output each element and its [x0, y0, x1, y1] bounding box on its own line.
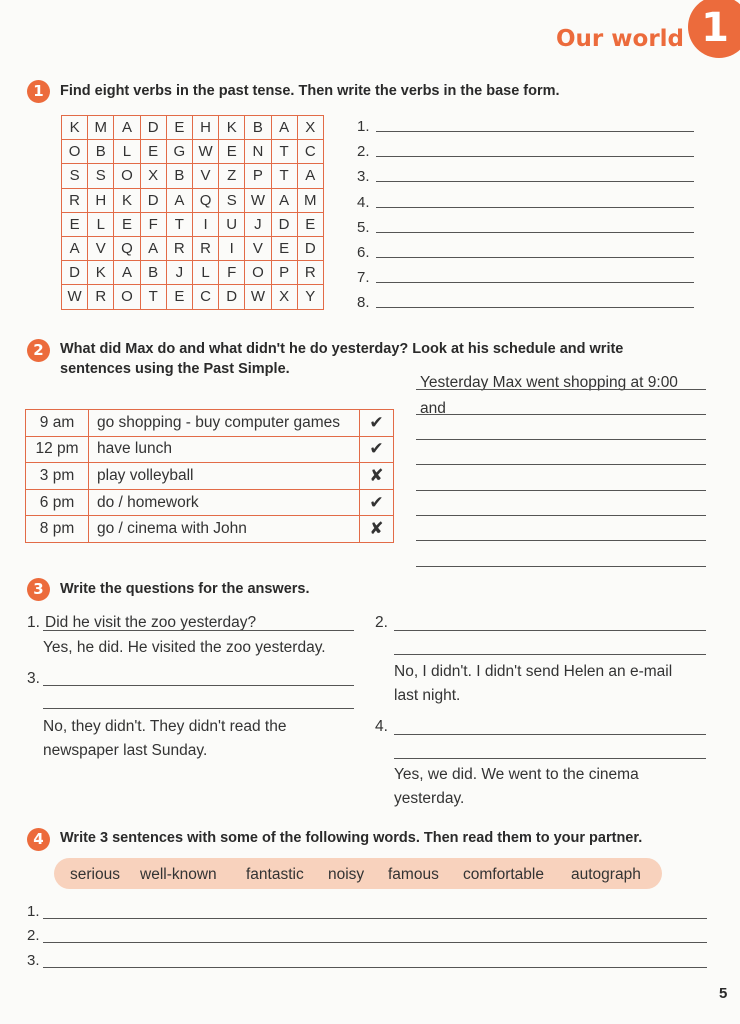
word-search-cell[interactable]: E	[297, 212, 323, 236]
word-search-cell[interactable]: Z	[219, 164, 245, 188]
question-2-number: 2.	[375, 614, 388, 631]
word-search-cell[interactable]: T	[140, 285, 166, 309]
word-search-cell[interactable]: L	[88, 212, 114, 236]
word-search-cell[interactable]: T	[271, 140, 297, 164]
schedule-activity: have lunch	[89, 436, 360, 463]
schedule-row	[26, 436, 394, 463]
word-search-cell[interactable]: E	[114, 212, 140, 236]
schedule-time: 9 am	[26, 410, 89, 437]
word-search-cell[interactable]: W	[245, 285, 271, 309]
word-search-cell[interactable]: X	[297, 116, 323, 140]
word-bank-word: fantastic	[246, 866, 304, 883]
word-search-cell[interactable]: R	[62, 188, 88, 212]
word-search-cell[interactable]: D	[297, 236, 323, 260]
word-bank-word: famous	[388, 866, 439, 883]
answer-number-label: 6.	[357, 244, 370, 261]
word-search-cell[interactable]: K	[114, 188, 140, 212]
schedule-activity: go / cinema with John	[89, 516, 360, 543]
answer-1-text: Yes, he did. He visited the zoo yesterday.	[43, 639, 326, 656]
unit-title: Our world	[556, 26, 685, 52]
word-search-cell[interactable]: Q	[114, 236, 140, 260]
sentence-number-label: 3.	[27, 952, 40, 969]
word-search-cell[interactable]: P	[245, 164, 271, 188]
exercise-4-instruction: Write 3 sentences with some of the following words. Then read them to your partner.	[60, 830, 643, 846]
answer-number-label: 7.	[357, 269, 370, 287]
answer-number-label: 4.	[357, 193, 370, 211]
word-search-cell[interactable]: X	[271, 285, 297, 309]
word-search-cell[interactable]: E	[140, 140, 166, 164]
word-search-row	[62, 116, 324, 140]
word-search-cell[interactable]: B	[166, 164, 192, 188]
word-search-cell[interactable]: S	[62, 164, 88, 188]
word-search-cell[interactable]: K	[88, 261, 114, 285]
word-search-cell[interactable]: S	[219, 188, 245, 212]
word-search-row	[62, 140, 324, 164]
word-search-cell[interactable]: A	[114, 116, 140, 140]
word-search-cell[interactable]: D	[271, 212, 297, 236]
word-search-cell[interactable]: G	[166, 140, 192, 164]
word-search-cell[interactable]: O	[62, 140, 88, 164]
word-search-cell[interactable]: L	[192, 261, 218, 285]
answer-number-label: 8.	[357, 294, 370, 312]
word-bank-word: noisy	[328, 866, 365, 883]
answer-number-label: 2.	[357, 143, 370, 161]
exercise-1-number: 1	[27, 80, 50, 103]
schedule-sentence-line[interactable]	[416, 439, 706, 440]
schedule-mark: ✔	[360, 410, 394, 437]
word-search-cell[interactable]: A	[166, 188, 192, 212]
word-search-cell[interactable]: E	[62, 212, 88, 236]
word-search-cell[interactable]: B	[140, 261, 166, 285]
schedule-activity: do / homework	[89, 489, 360, 516]
answer-write-line[interactable]	[376, 131, 694, 132]
word-search-cell[interactable]: D	[219, 285, 245, 309]
word-search-row	[62, 236, 324, 260]
word-search-cell[interactable]: H	[192, 116, 218, 140]
answer-write-line[interactable]	[376, 282, 694, 283]
answer-write-line[interactable]	[376, 181, 694, 182]
page-number: 5	[719, 985, 728, 1002]
word-search-cell[interactable]: X	[140, 164, 166, 188]
word-search-cell[interactable]: P	[271, 261, 297, 285]
word-search-cell[interactable]: R	[88, 285, 114, 309]
unit-number-badge: 1	[688, 0, 740, 58]
word-search-cell[interactable]: Y	[297, 285, 323, 309]
schedule-sentence-line[interactable]	[416, 540, 706, 541]
word-search-cell[interactable]: J	[245, 212, 271, 236]
question-1-line[interactable]	[43, 630, 354, 631]
question-4-line-b[interactable]	[394, 758, 706, 759]
word-bank-word: autograph	[571, 866, 641, 883]
answer-3-line1: No, they didn't. They didn't read the	[43, 718, 287, 735]
answer-write-line[interactable]	[376, 207, 694, 208]
word-search-row	[62, 261, 324, 285]
word-search-cell[interactable]: R	[166, 236, 192, 260]
answer-write-line[interactable]	[376, 257, 694, 258]
answer-2-line2: last night.	[394, 687, 461, 704]
word-search-cell[interactable]: A	[271, 116, 297, 140]
schedule-row	[26, 410, 394, 437]
word-search-cell[interactable]: W	[62, 285, 88, 309]
answer-4-line1: Yes, we did. We went to the cinema	[394, 766, 639, 783]
exercise-2-instruction-line2: sentences using the Past Simple.	[60, 361, 290, 377]
word-search-cell[interactable]: E	[271, 236, 297, 260]
schedule-time: 3 pm	[26, 463, 89, 490]
question-2-line-b[interactable]	[394, 654, 706, 655]
answer-number-label: 1.	[357, 118, 370, 135]
sentence-write-line[interactable]	[43, 918, 707, 919]
answer-4-line2: yesterday.	[394, 790, 465, 807]
schedule-sentence-line[interactable]	[416, 414, 706, 415]
schedule-activity: go shopping - buy computer games	[89, 410, 360, 437]
word-search-cell[interactable]: R	[192, 236, 218, 260]
word-search-cell[interactable]: E	[219, 140, 245, 164]
word-search-cell[interactable]: V	[88, 236, 114, 260]
question-1-example: Did he visit the zoo yesterday?	[45, 614, 257, 631]
answer-write-line[interactable]	[376, 232, 694, 233]
answer-number-label: 3.	[357, 168, 370, 186]
word-search-cell[interactable]: D	[140, 116, 166, 140]
word-search-cell[interactable]: K	[219, 116, 245, 140]
question-3-line-a[interactable]	[43, 685, 354, 686]
schedule-row	[26, 489, 394, 516]
sentence-write-line[interactable]	[43, 967, 707, 968]
word-search-cell[interactable]: M	[297, 188, 323, 212]
word-search-cell[interactable]: J	[166, 261, 192, 285]
word-search-cell[interactable]: T	[166, 212, 192, 236]
schedule-row	[26, 463, 394, 490]
word-search-cell[interactable]: A	[297, 164, 323, 188]
schedule-mark: ✔	[360, 489, 394, 516]
word-search-cell[interactable]: F	[140, 212, 166, 236]
question-4-number: 4.	[375, 718, 388, 735]
word-search-cell[interactable]: O	[114, 285, 140, 309]
word-search-cell[interactable]: Q	[192, 188, 218, 212]
word-search-cell[interactable]: A	[271, 188, 297, 212]
word-search-cell[interactable]: O	[114, 164, 140, 188]
schedule-mark: ✘	[360, 516, 394, 543]
word-search-cell[interactable]: A	[140, 236, 166, 260]
answer-2-line1: No, I didn't. I didn't send Helen an e-mail	[394, 663, 673, 680]
word-search-cell[interactable]: B	[88, 140, 114, 164]
schedule-mark: ✘	[360, 463, 394, 490]
exercise-2-example-line2: and	[420, 400, 446, 417]
answer-write-line[interactable]	[376, 307, 694, 308]
word-search-cell[interactable]: W	[192, 140, 218, 164]
word-search-cell[interactable]: F	[219, 261, 245, 285]
answer-3-line2: newspaper last Sunday.	[43, 742, 208, 759]
schedule-time: 12 pm	[26, 436, 89, 463]
schedule-row	[26, 516, 394, 543]
word-search-cell[interactable]: H	[88, 188, 114, 212]
answer-write-line[interactable]	[376, 156, 694, 157]
exercise-2-instruction-line1: What did Max do and what didn't he do yesterday? Look at his schedule and write	[60, 341, 624, 357]
question-3-line-b[interactable]	[43, 708, 354, 709]
exercise-2-number: 2	[27, 339, 50, 362]
word-search-cell[interactable]: D	[62, 261, 88, 285]
word-search-cell[interactable]: V	[192, 164, 218, 188]
schedule-sentence-line[interactable]	[416, 566, 706, 567]
word-search-cell[interactable]: U	[219, 212, 245, 236]
word-search-cell[interactable]: W	[245, 188, 271, 212]
exercise-3-number: 3	[27, 578, 50, 601]
word-search-cell[interactable]: A	[114, 261, 140, 285]
schedule-sentence-line[interactable]	[416, 490, 706, 491]
sentence-write-line[interactable]	[43, 942, 707, 943]
word-search-cell[interactable]: K	[62, 116, 88, 140]
word-search-cell[interactable]: L	[114, 140, 140, 164]
word-bank-word: serious	[70, 866, 120, 883]
word-search-cell[interactable]: D	[140, 188, 166, 212]
word-search-cell[interactable]: O	[245, 261, 271, 285]
question-4-line-a[interactable]	[394, 734, 706, 735]
word-search-cell[interactable]: E	[166, 285, 192, 309]
word-search-cell[interactable]: I	[192, 212, 218, 236]
exercise-3-instruction: Write the questions for the answers.	[60, 581, 310, 597]
word-search-cell[interactable]: B	[245, 116, 271, 140]
sentence-number-label: 2.	[27, 927, 40, 944]
word-search-cell[interactable]: T	[271, 164, 297, 188]
schedule-time: 6 pm	[26, 489, 89, 516]
question-3-number: 3.	[27, 670, 40, 687]
word-search-cell[interactable]: S	[88, 164, 114, 188]
max-schedule-table	[25, 409, 394, 543]
word-search-cell[interactable]: C	[297, 140, 323, 164]
exercise-2-example-line1: Yesterday Max went shopping at 9:00	[420, 374, 678, 391]
word-search-row	[62, 212, 324, 236]
word-search-cell[interactable]: M	[88, 116, 114, 140]
word-search-grid	[61, 115, 324, 310]
question-1-number: 1.	[27, 614, 40, 631]
schedule-sentence-line[interactable]	[416, 389, 706, 390]
exercise-4-number: 4	[27, 828, 50, 851]
answer-number-label: 5.	[357, 218, 370, 236]
exercise-1-instruction: Find eight verbs in the past tense. Then write the verbs in the base form.	[60, 83, 560, 99]
word-bank-word: well-known	[140, 866, 217, 883]
word-search-cell[interactable]: C	[192, 285, 218, 309]
sentence-number-label: 1.	[27, 903, 40, 920]
word-bank-word: comfortable	[463, 866, 544, 883]
word-search-row	[62, 164, 324, 188]
word-search-cell[interactable]: V	[245, 236, 271, 260]
word-search-cell[interactable]: A	[62, 236, 88, 260]
schedule-activity: play volleyball	[89, 463, 360, 490]
schedule-sentence-line[interactable]	[416, 515, 706, 516]
schedule-mark: ✔	[360, 436, 394, 463]
word-search-cell[interactable]: I	[219, 236, 245, 260]
word-search-cell[interactable]: R	[297, 261, 323, 285]
question-2-line-a[interactable]	[394, 630, 706, 631]
schedule-sentence-line[interactable]	[416, 464, 706, 465]
word-search-cell[interactable]: N	[245, 140, 271, 164]
schedule-time: 8 pm	[26, 516, 89, 543]
word-search-row	[62, 188, 324, 212]
word-search-row	[62, 285, 324, 309]
word-search-cell[interactable]: E	[166, 116, 192, 140]
